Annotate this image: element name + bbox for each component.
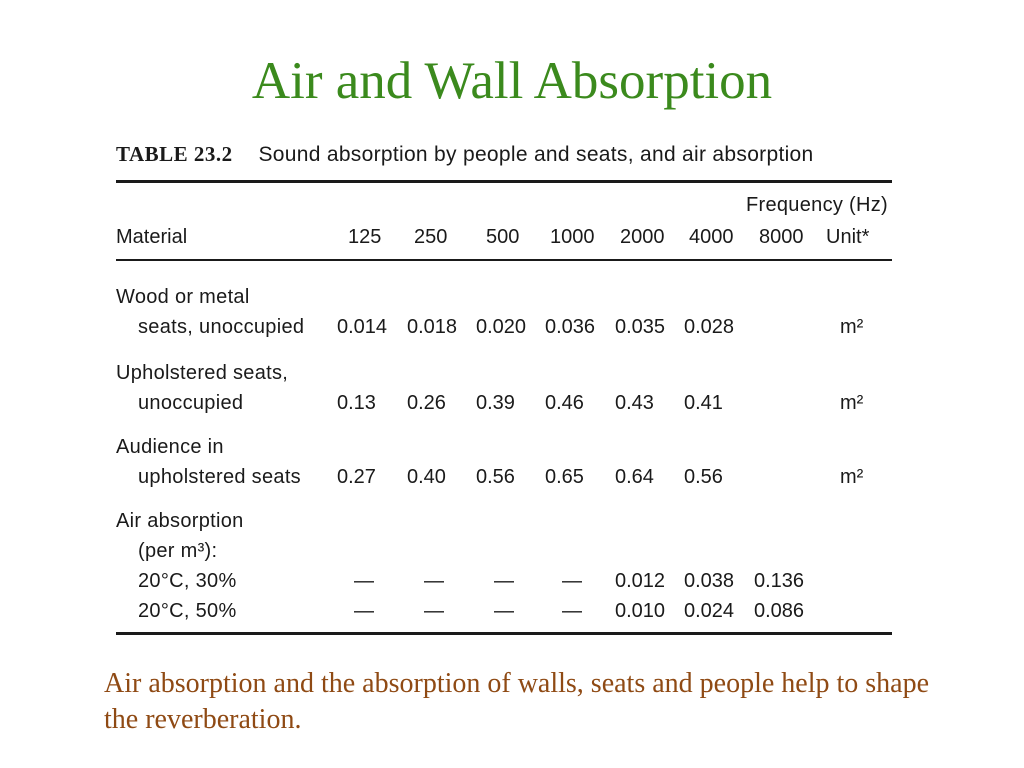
table-cell: 0.020 <box>476 316 527 338</box>
air-row-50-label: 20°C, 50% <box>138 600 237 622</box>
table-cell: 0.014 <box>337 316 388 338</box>
table-cell: 0.024 <box>684 600 735 622</box>
table-cell: 0.13 <box>337 392 376 414</box>
slide-title: Air and Wall Absorption <box>251 52 773 110</box>
column-header-125: 125 <box>348 226 382 248</box>
table-cell: 0.038 <box>684 570 735 592</box>
table-cell: — <box>354 570 374 592</box>
air-absorption-per-volume: (per m³): <box>138 540 218 562</box>
column-header-500: 500 <box>486 226 520 248</box>
column-header-1000: 1000 <box>550 226 595 248</box>
table-cell: 0.26 <box>407 392 446 414</box>
column-header-material: Material <box>116 226 188 248</box>
table-cell: 0.035 <box>615 316 666 338</box>
table-cell: 0.018 <box>407 316 458 338</box>
table-cell: 0.012 <box>615 570 666 592</box>
table-caption <box>116 142 814 167</box>
row-audience-label-1: Audience in <box>116 436 224 458</box>
column-header-2000: 2000 <box>620 226 665 248</box>
table-cell: 0.43 <box>615 392 654 414</box>
table-cell: 0.010 <box>615 600 666 622</box>
table-cell: — <box>494 570 514 592</box>
table-cell-unit: m² <box>840 392 864 414</box>
table-cell: 0.64 <box>615 466 654 488</box>
table-number: TABLE 23.2 <box>116 142 233 166</box>
column-header-8000: 8000 <box>759 226 804 248</box>
row-wood-seats-label-1: Wood or metal <box>116 286 250 308</box>
row-wood-seats-label-2: seats, unoccupied <box>138 316 305 338</box>
table-cell: 0.136 <box>754 570 805 592</box>
table-cell: — <box>494 600 514 622</box>
table-cell: — <box>354 600 374 622</box>
column-header-250: 250 <box>414 226 448 248</box>
table-cell-unit: m² <box>840 466 864 488</box>
table-cell: 0.028 <box>684 316 735 338</box>
air-absorption-label: Air absorption <box>116 510 244 532</box>
table-cell: 0.56 <box>476 466 515 488</box>
row-audience-label-2: upholstered seats <box>138 466 301 488</box>
table-top-rule <box>116 180 892 183</box>
row-upholstered-label-2: unoccupied <box>138 392 244 414</box>
air-row-30-label: 20°C, 30% <box>138 570 237 592</box>
column-header-4000: 4000 <box>689 226 734 248</box>
table-cell: 0.46 <box>545 392 584 414</box>
table-cell: — <box>562 600 582 622</box>
row-upholstered-label-1: Upholstered seats, <box>116 362 289 384</box>
table-cell: 0.56 <box>684 466 723 488</box>
table-cell: — <box>562 570 582 592</box>
table-header-rule <box>116 259 892 261</box>
column-header-unit: Unit* <box>826 226 870 248</box>
table-cell: 0.036 <box>545 316 596 338</box>
table-cell: 0.40 <box>407 466 446 488</box>
table-cell: 0.41 <box>684 392 723 414</box>
table-cell: 0.39 <box>476 392 515 414</box>
slide-footer-text: Air absorption and the absorption of walls, seats and people help to shape the reverberation. <box>104 668 930 735</box>
table-cell: 0.086 <box>754 600 805 622</box>
table-cell: — <box>424 570 444 592</box>
table-cell: — <box>424 600 444 622</box>
absorption-table <box>112 138 898 643</box>
frequency-header: Frequency (Hz) <box>745 194 888 216</box>
table-cell-unit: m² <box>840 316 864 338</box>
table-cell: 0.27 <box>337 466 376 488</box>
table-bottom-rule <box>116 632 892 635</box>
table-cell: 0.65 <box>545 466 584 488</box>
table-caption-text: Sound absorption by people and seats, and air absorption <box>258 143 814 166</box>
